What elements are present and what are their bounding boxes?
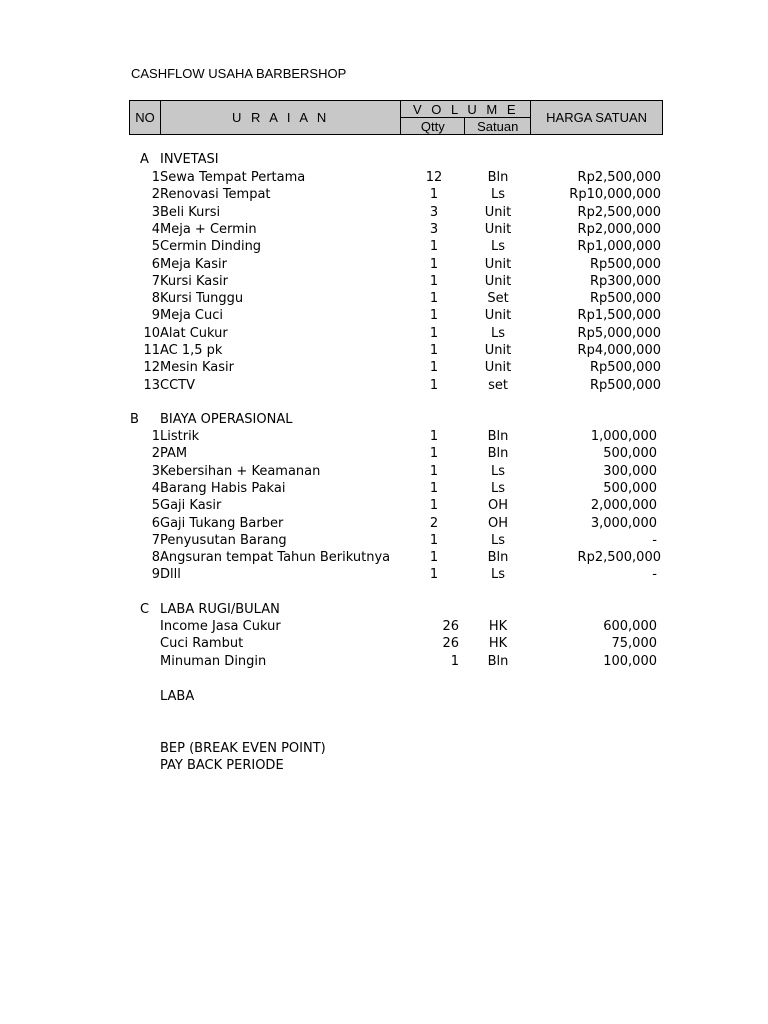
row-price: Rp500,000 (589, 291, 661, 307)
row-price: 2,000,000 (590, 498, 657, 514)
row-description: Meja Kasir (160, 256, 227, 272)
section-letter: A (140, 152, 149, 167)
row-qty: 26 (442, 636, 459, 652)
row-description: Alat Cukur (160, 325, 228, 341)
row-number: 4 (151, 480, 160, 496)
row-number: 8 (151, 291, 160, 307)
section-title: LABA RUGI/BULAN (160, 602, 280, 617)
row-unit: Ls (490, 463, 505, 479)
row-number: 13 (143, 377, 160, 393)
row-number: 9 (151, 567, 160, 583)
row-qty: 1 (429, 308, 439, 324)
row-number: 6 (151, 515, 160, 531)
table-row (0, 359, 768, 376)
row-unit: Unit (484, 221, 512, 237)
table-row (0, 273, 768, 290)
row-unit: OH (487, 498, 508, 514)
table-row (0, 549, 768, 566)
table-row (0, 221, 768, 238)
row-price: Rp1,000,000 (577, 239, 661, 255)
row-qty: 1 (429, 343, 439, 358)
table-row (0, 204, 768, 221)
row-description: Gaji Tukang Barber (160, 515, 284, 531)
row-unit: set (488, 377, 508, 393)
row-qty: 3 (429, 221, 439, 237)
row-price: 100,000 (603, 653, 657, 669)
row-number: 11 (143, 343, 160, 358)
row-number: 6 (151, 256, 160, 272)
row-qty: 1 (429, 446, 439, 462)
row-qty: 12 (425, 170, 443, 185)
table-row (0, 480, 768, 497)
table-row (0, 463, 768, 480)
section-title: INVETASI (160, 152, 219, 167)
row-qty: 1 (429, 429, 439, 444)
row-price: Rp300,000 (589, 273, 661, 289)
row-unit: Ls (490, 239, 505, 255)
row-number: 7 (151, 273, 160, 289)
row-description: Mesin Kasir (160, 360, 234, 376)
row-unit: Unit (484, 360, 512, 376)
row-price: Rp4,000,000 (577, 343, 661, 358)
row-unit: Ls (490, 187, 505, 203)
row-qty: 1 (429, 291, 439, 307)
row-price: Rp500,000 (589, 377, 661, 393)
row-description: Renovasi Tempat (160, 187, 271, 203)
row-price: 1,000,000 (590, 429, 657, 444)
row-price: 3,000,000 (590, 515, 657, 531)
bep-label: BEP (BREAK EVEN POINT) (160, 741, 326, 756)
row-number: 10 (143, 325, 160, 341)
table-row (0, 256, 768, 273)
row-price: Rp10,000,000 (569, 187, 661, 203)
row-price: - (652, 532, 657, 548)
row-unit: Ls (490, 532, 505, 548)
row-qty: 1 (429, 377, 439, 393)
row-qty: 1 (429, 463, 439, 479)
row-description: Kursi Kasir (160, 273, 228, 289)
row-unit: Unit (484, 308, 512, 324)
row-unit: Bln (487, 446, 509, 462)
header-qtty: Qtty (401, 118, 465, 135)
row-unit: Ls (490, 325, 505, 341)
table-row (0, 377, 768, 394)
row-qty: 1 (429, 239, 439, 255)
row-unit: Bln (487, 653, 509, 669)
table-row (0, 532, 768, 549)
row-description: Cuci Rambut (160, 636, 244, 652)
header-no: NO (130, 101, 161, 135)
table-row (0, 169, 768, 186)
row-number: 2 (151, 187, 160, 203)
row-description: Minuman Dingin (160, 653, 267, 669)
header-volume: V O L U M E (401, 101, 531, 118)
row-qty: 1 (429, 325, 439, 341)
row-number: 12 (143, 360, 160, 376)
row-number: 5 (151, 239, 160, 255)
header-harga-satuan: HARGA SATUAN (531, 101, 663, 135)
laba-label: LABA (160, 689, 195, 704)
row-unit: Set (487, 291, 509, 307)
table-row (0, 566, 768, 583)
row-description: Cermin Dinding (160, 239, 262, 255)
row-unit: Ls (490, 480, 505, 496)
table-row (0, 325, 768, 342)
row-unit: Bln (487, 429, 509, 444)
row-price: Rp2,500,000 (577, 204, 661, 220)
row-qty: 26 (442, 619, 459, 634)
row-price: Rp2,000,000 (577, 221, 661, 237)
row-description: Meja + Cermin (160, 221, 257, 237)
row-qty: 1 (429, 256, 439, 272)
document-title: CASHFLOW USAHA BARBERSHOP (131, 66, 347, 81)
row-description: Angsuran tempat Tahun Berikutnya (160, 550, 391, 566)
row-price: 300,000 (603, 463, 657, 479)
table-row (0, 186, 768, 203)
table-row (0, 653, 768, 670)
row-qty: 1 (450, 653, 459, 669)
header-uraian: U R A I A N (160, 101, 400, 135)
row-price: - (652, 567, 657, 583)
table-row (0, 515, 768, 532)
row-price: Rp2,500,000 (577, 170, 661, 185)
row-price: Rp5,000,000 (577, 325, 661, 341)
row-unit: Ls (490, 567, 505, 583)
row-unit: HK (488, 619, 508, 634)
row-qty: 2 (429, 515, 439, 531)
row-price: Rp500,000 (589, 360, 661, 376)
row-description: Kebersihan + Keamanan (160, 463, 321, 479)
header-satuan: Satuan (465, 118, 531, 135)
row-number: 1 (151, 429, 160, 444)
row-number: 5 (151, 498, 160, 514)
row-qty: 1 (429, 480, 439, 496)
section-letter: C (140, 602, 150, 617)
row-unit: Unit (484, 273, 512, 289)
row-qty: 1 (429, 567, 439, 583)
row-description: Gaji Kasir (160, 498, 222, 514)
table-row (0, 445, 768, 462)
row-number: 3 (151, 204, 160, 220)
row-unit: Bln (487, 170, 509, 185)
table-row (0, 497, 768, 514)
payback-label: PAY BACK PERIODE (160, 758, 284, 773)
row-number: 2 (151, 446, 160, 462)
row-number: 4 (151, 221, 160, 237)
row-description: Income Jasa Cukur (160, 619, 281, 634)
row-qty: 3 (429, 204, 439, 220)
row-price: 600,000 (603, 619, 657, 634)
row-price: Rp2,500,000 (577, 550, 661, 566)
section-letter: B (130, 412, 139, 427)
table-row (0, 342, 768, 359)
row-description: Penyusutan Barang (160, 532, 287, 548)
table-row (0, 290, 768, 307)
row-number: 1 (151, 170, 160, 185)
row-description: Dlll (160, 567, 181, 583)
row-number: 9 (151, 308, 160, 324)
table-row (0, 238, 768, 255)
row-qty: 1 (429, 187, 439, 203)
row-unit: Unit (484, 343, 512, 358)
row-description: Listrik (160, 429, 200, 444)
row-unit: HK (488, 636, 508, 652)
row-description: Beli Kursi (160, 204, 221, 220)
table-row (0, 618, 768, 635)
row-description: CCTV (160, 377, 195, 393)
row-number: 7 (151, 532, 160, 548)
row-unit: OH (487, 515, 508, 531)
row-qty: 1 (429, 498, 439, 514)
row-qty: 1 (429, 532, 439, 548)
row-description: Kursi Tunggu (160, 291, 244, 307)
row-price: Rp1,500,000 (577, 308, 661, 324)
row-unit: Bln (487, 550, 509, 566)
row-description: Meja Cuci (160, 308, 224, 324)
row-description: PAM (160, 446, 188, 462)
row-price: Rp500,000 (589, 256, 661, 272)
row-price: 75,000 (611, 636, 657, 652)
row-qty: 1 (429, 550, 439, 566)
row-price: 500,000 (603, 480, 657, 496)
row-description: Barang Habis Pakai (160, 480, 286, 496)
row-price: 500,000 (603, 446, 657, 462)
row-number: 8 (151, 550, 160, 566)
row-description: AC 1,5 pk (160, 343, 223, 358)
row-number: 3 (151, 463, 160, 479)
row-unit: Unit (484, 204, 512, 220)
row-unit: Unit (484, 256, 512, 272)
table-row (0, 635, 768, 652)
table-row (0, 307, 768, 324)
table-header (129, 100, 663, 135)
section-title: BIAYA OPERASIONAL (160, 412, 293, 427)
table-row (0, 428, 768, 445)
row-description: Sewa Tempat Pertama (160, 170, 306, 185)
row-qty: 1 (429, 360, 439, 376)
row-qty: 1 (429, 273, 439, 289)
